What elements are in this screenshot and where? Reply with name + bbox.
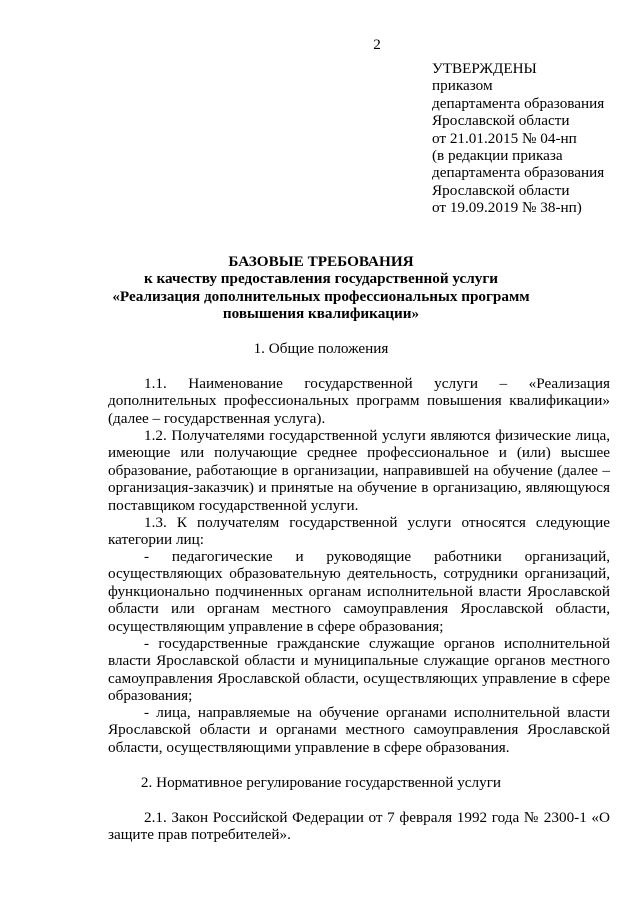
paragraph-1-2: 1.2. Получателями государственной услуги являются физические лица, имеющие или получающие среднее профессиональное и (или) высшее образование, работающие в организации, направившей на обучение (далее – организация-заказчик) и принятые на обучение в организацию, являющуюся поставщиком государственной услуги. — [108, 427, 610, 514]
paragraph-2-1: 2.1. Закон Российской Федерации от 7 февраля 1992 года № 2300-1 «О защите прав потребителей». — [108, 809, 610, 844]
approval-line: приказом — [432, 77, 493, 95]
title-line: «Реализация дополнительных профессиональных программ — [112, 287, 530, 305]
approval-line: Ярославской области — [432, 181, 570, 199]
paragraph-1-1: 1.1. Наименование государственной услуги – «Реализация дополнительных профессиональных программ повышения квалификации» (далее – государственная услуга). — [108, 375, 610, 427]
approval-line: Ярославской области — [432, 112, 570, 130]
approval-line: от 21.01.2015 № 04-нп — [432, 129, 577, 147]
approval-line: (в редакции приказа — [432, 147, 563, 165]
approval-line: от 19.09.2019 № 38-нп) — [432, 199, 582, 217]
approval-block — [432, 60, 632, 217]
list-item-dash-1: - педагогические и руководящие работники организаций, осуществляющих образовательную деятельность, сотрудники организаций, функционально подчиненных органам исполнительной власти Ярославской области или органам местного самоуправления Ярославской области, осуществляющим управление в сфере образования; — [108, 548, 610, 635]
approval-line: департамента образования — [432, 94, 605, 112]
page-number: 2 — [373, 36, 381, 53]
section-heading-regulation: 2. Нормативное регулирование государственной услуги — [140, 774, 502, 791]
title-line: повышения квалификации» — [222, 305, 420, 323]
approval-line: УТВЕРЖДЕНЫ — [432, 60, 537, 77]
list-item-dash-2: - государственные гражданские служащие органов исполнительной власти Ярославской области и муниципальные служащие органов местного самоуправления Ярославской области, осуществляющих управление в сфере образования; — [108, 635, 610, 705]
document-title — [96, 253, 546, 323]
list-item-dash-3: - лица, направляемые на обучение органами исполнительной власти Ярославской области и органами местного самоуправления Ярославской области, осуществляющими управление в сфере образования. — [108, 704, 610, 756]
approval-line: департамента образования — [432, 164, 605, 182]
title-line: БАЗОВЫЕ ТРЕБОВАНИЯ — [228, 253, 414, 270]
section-heading-general: 1. Общие положения — [253, 340, 389, 357]
title-line: к качеству предоставления государственной услуги — [143, 270, 499, 288]
paragraph-1-3: 1.3. К получателям государственной услуги относятся следующие категории лиц: — [108, 514, 610, 549]
